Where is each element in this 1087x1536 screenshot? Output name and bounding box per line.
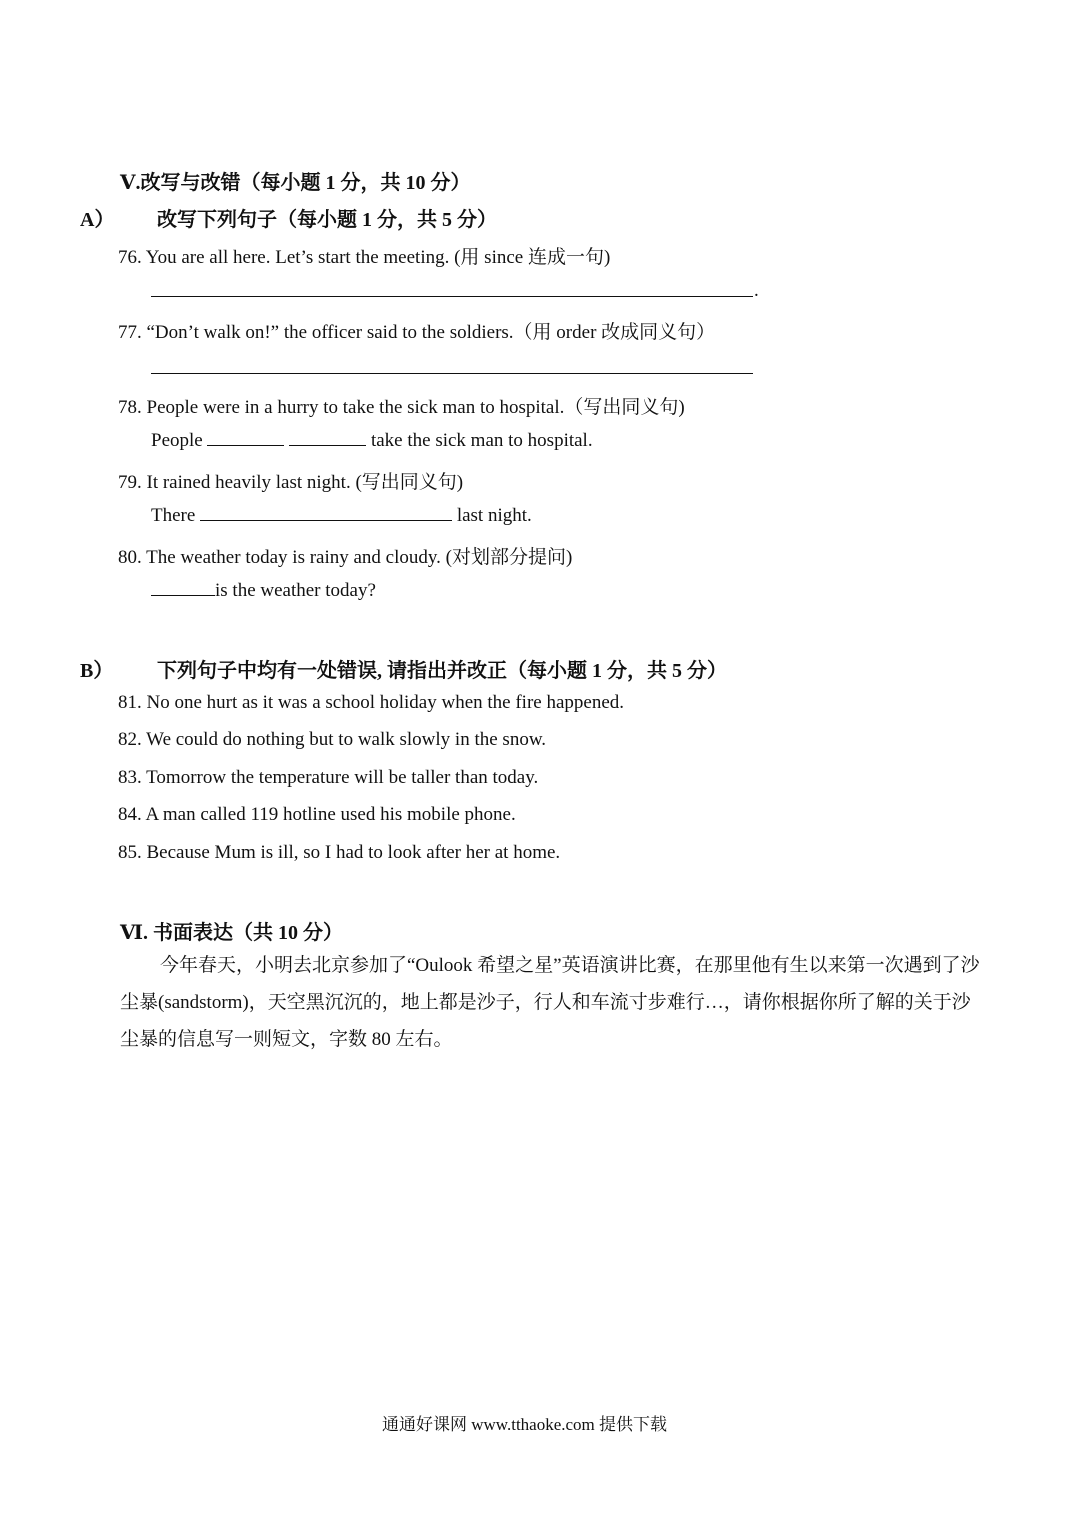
question-84: 84. A man called 119 hotline used his mobile phone.	[118, 804, 516, 825]
answer-period-76: .	[754, 280, 759, 301]
answer-78-end: take the sick man to hospital.	[370, 430, 593, 451]
question-81: 81. No one hurt as it was a school holiday when the fire happened.	[118, 692, 625, 713]
question-80: 80. The weather today is rainy and cloudy. (对划部分提问)	[118, 547, 573, 568]
answer-79-start: There	[151, 505, 196, 526]
question-79: 79. It rained heavily last night. (写出同义句)	[118, 472, 464, 493]
answer-line-77	[151, 373, 753, 374]
partA-title: 改写下列句子（每小题 1 分，共 5 分）	[157, 209, 497, 231]
question-82: 82. We could do nothing but to walk slowly in the snow.	[118, 729, 547, 750]
answer-line-76	[151, 296, 753, 297]
partB-label: B）	[80, 660, 114, 682]
writing-prompt: 今年春天，小明去北京参加了“Oulook 希望之星”英语演讲比赛，在那里他有生以来第一次遇到了沙尘暴(sandstorm)，天空黑沉沉的，地上都是沙子，行人和车流寸步难行…，请你根据你所了解的关于沙尘暴的信息写一则短文，字数 80 左右。	[120, 955, 980, 1050]
answer-79-end: last night.	[456, 505, 532, 526]
partA-label: A）	[80, 209, 115, 231]
footer: 通通好课网 www.tthaoke.com 提供下载	[382, 1415, 668, 1434]
section6-title: Ⅵ. 书面表达（共 10 分）	[120, 922, 343, 944]
blank-78b	[289, 429, 366, 446]
question-78: 78. People were in a hurry to take the sick man to hospital.（写出同义句)	[118, 397, 685, 418]
question-76: 76. You are all here. Let’s start the meeting. (用 since 连成一句)	[118, 247, 611, 268]
blank-78a	[207, 429, 284, 446]
partB-title: 下列句子中均有一处错误, 请指出并改正（每小题 1 分，共 5 分）	[157, 660, 727, 682]
blank-79	[200, 504, 452, 521]
question-85: 85. Because Mum is ill, so I had to look after her at home.	[118, 842, 561, 863]
question-83: 83. Tomorrow the temperature will be taller than today.	[118, 767, 539, 788]
question-77: 77. “Don’t walk on!” the officer said to the soldiers.（用 order 改成同义句）	[118, 322, 716, 343]
answer-80	[151, 579, 376, 602]
answer-80-end: is the weather today?	[215, 580, 376, 601]
answer-79	[151, 504, 532, 527]
answer-78-start: People	[151, 430, 203, 451]
answer-78	[151, 429, 593, 452]
section5-title: Ⅴ.改写与改错（每小题 1 分，共 10 分）	[120, 172, 471, 194]
blank-80	[151, 579, 215, 596]
